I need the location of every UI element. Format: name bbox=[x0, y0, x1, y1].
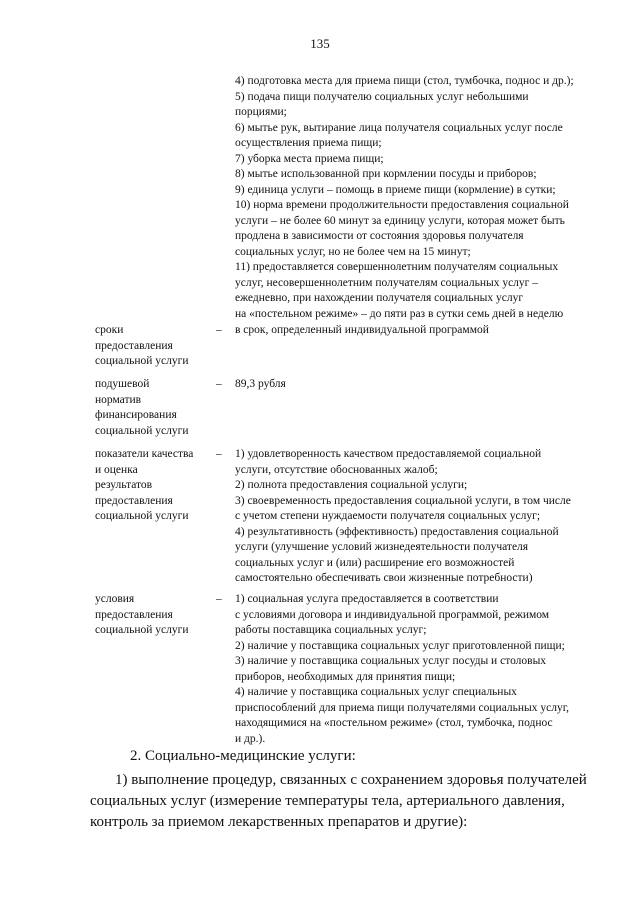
row-text-line: работы поставщика социальных услуг; bbox=[235, 624, 427, 636]
list-line: 8) мытье использованной при кормлении посуды и приборов; bbox=[235, 168, 537, 180]
list-line: 9) единица услуги – помощь в приеме пищи (кормление) в сутки; bbox=[235, 183, 556, 196]
row-label-line: сроки bbox=[95, 324, 124, 336]
list-line: 5) подача пищи получателю социальных услуг небольшими bbox=[235, 90, 529, 103]
list-line: порциями; bbox=[235, 106, 287, 118]
list-line: социальных услуг, но не более чем на 15 минут; bbox=[235, 245, 471, 258]
row-text-line: приборов, необходимых для принятия пищи; bbox=[235, 670, 456, 683]
row-text-line: услуги (улучшение условий жизнедеятельности получателя bbox=[235, 541, 529, 553]
row-label-line: предоставления bbox=[95, 608, 173, 621]
row-label-line: социальной услуги bbox=[95, 355, 189, 367]
row-dash: – bbox=[216, 593, 222, 605]
row-label-line: социальной услуги bbox=[95, 424, 189, 437]
row-dash: – bbox=[216, 378, 222, 390]
row-label-line: подушевой bbox=[95, 378, 150, 390]
row-dash: – bbox=[216, 324, 222, 336]
row-text-line: 3) своевременность предоставления социальной услуги, в том числе bbox=[235, 494, 571, 507]
row-text-line: находящимися на «постельном режиме» (стол, тумбочка, поднос bbox=[235, 717, 553, 729]
list-line: осуществления приема пищи; bbox=[235, 137, 382, 149]
row-label-line: финансирования bbox=[95, 409, 177, 421]
list-line: 4) подготовка места для приема пищи (стол, тумбочка, поднос и др.); bbox=[235, 75, 574, 87]
list-line: 10) норма времени продолжительности предоставления социальной bbox=[235, 199, 569, 211]
list-line: ежедневно, при нахождении получателя социальных услуг bbox=[235, 292, 524, 304]
row-text-line: с условиями договора и индивидуальной программой, режимом bbox=[235, 608, 550, 621]
row-text-line: в срок, определенный индивидуальной программой bbox=[235, 324, 489, 336]
row-text-line: услуги, отсутствие обоснованных жалоб; bbox=[235, 463, 438, 476]
paragraph-line: социальных услуг (измерение температуры тела, артериального давления, bbox=[90, 793, 565, 809]
row-label-line: социальной услуги bbox=[95, 510, 189, 522]
row-text-line: 1) социальная услуга предоставляется в соответствии bbox=[235, 593, 499, 605]
list-line: 6) мытье рук, вытирание лица получателя социальных услуг после bbox=[235, 121, 563, 134]
row-label-line: и оценка bbox=[95, 463, 138, 476]
list-line: на «постельном режиме» – до пяти раз в сутки семь дней в неделю bbox=[235, 307, 564, 320]
row-label-line: норматив bbox=[95, 393, 142, 406]
row-text-line: 1) удовлетворенность качеством предоставляемой социальной bbox=[235, 448, 542, 460]
row-text-line: с учетом степени нуждаемости получателя социальных услуг; bbox=[235, 510, 541, 522]
row-text-line: 2) наличие у поставщика социальных услуг приготовленной пищи; bbox=[235, 639, 565, 652]
row-label-line: предоставления bbox=[95, 339, 173, 352]
row-dash: – bbox=[216, 448, 222, 460]
row-text-line: самостоятельно обеспечивать свои жизненные потребности) bbox=[235, 572, 533, 584]
row-label-line: результатов bbox=[95, 479, 153, 491]
row-text-line: 4) результативность (эффективность) предоставления социальной bbox=[235, 525, 559, 538]
row-text-line: 89,3 рубля bbox=[235, 378, 286, 390]
row-label-line: показатели качества bbox=[95, 448, 194, 460]
section-heading: 2. Социально-медицинские услуги: bbox=[130, 748, 356, 764]
row-text-line: 4) наличие у поставщика социальных услуг специальных bbox=[235, 686, 517, 698]
list-line: продлена в зависимости от состояния здоровья получателя bbox=[235, 230, 524, 242]
row-text-line: социальных услуг и (или) расширение его возможностей bbox=[235, 556, 515, 569]
row-label-line: социальной услуги bbox=[95, 624, 189, 636]
row-text-line: 3) наличие у поставщика социальных услуг посуды и столовых bbox=[235, 655, 547, 667]
page-number: 135 bbox=[310, 36, 330, 51]
list-line: 11) предоставляется совершеннолетним получателям социальных bbox=[235, 261, 559, 273]
list-line: 7) уборка места приема пищи; bbox=[235, 152, 384, 165]
list-line: услуг, несовершеннолетним получателям социальных услуг – bbox=[235, 276, 539, 289]
row-text-line: и др.). bbox=[235, 732, 266, 745]
paragraph-line: 1) выполнение процедур, связанных с сохранением здоровья получателей bbox=[115, 772, 587, 788]
row-label-line: предоставления bbox=[95, 494, 173, 507]
row-text-line: 2) полнота предоставления социальной услуги; bbox=[235, 479, 468, 491]
paragraph-line: контроль за приемом лекарственных препаратов и другие): bbox=[90, 814, 468, 830]
list-line: услуги – не более 60 минут за единицу услуги, которая может быть bbox=[235, 214, 565, 227]
row-text-line: приспособлений для приема пищи получателями социальных услуг, bbox=[235, 701, 570, 714]
row-label-line: условия bbox=[95, 593, 135, 605]
